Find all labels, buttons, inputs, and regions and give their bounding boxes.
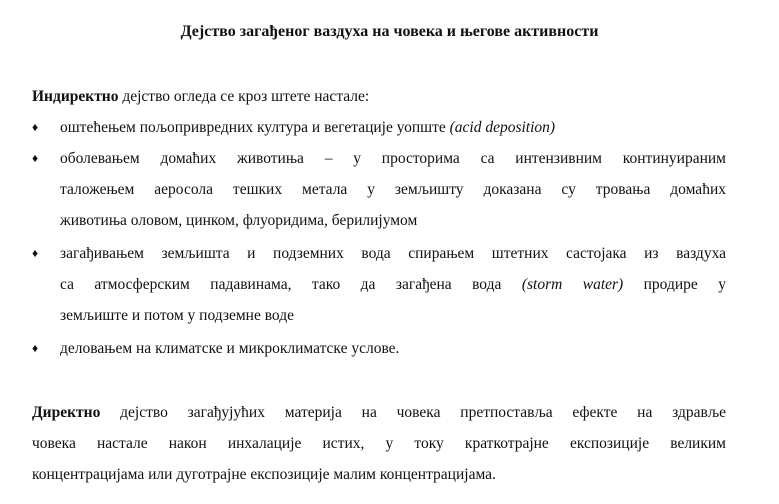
direct-paragraph bbox=[32, 397, 726, 490]
list-item-text bbox=[60, 112, 726, 143]
line-text: продире у bbox=[623, 276, 726, 293]
list-item-line: оболевањем домаћих животиња – у просторима са интензивним континуираним bbox=[60, 150, 726, 167]
bullet-diamond-icon: ♦ bbox=[32, 246, 39, 260]
list-item-text bbox=[60, 333, 726, 364]
intro-bold-term: Индиректно bbox=[32, 88, 119, 105]
line-text: са атмосферским падавинама, тако да загађена вода bbox=[60, 276, 522, 293]
list-item-line: загађивањем земљишта и подземних вода спирањем штетних састојака из ваздуха bbox=[60, 245, 726, 262]
paragraph-line: концентрацијама или дуготрајне експозиције малим концентрацијама. bbox=[32, 466, 496, 483]
list-item-line: деловањем на климатске и микроклиматске услове. bbox=[60, 340, 400, 357]
list-item-line: земљиште и потом у подземне воде bbox=[60, 307, 294, 324]
intro-text: дејство огледа се кроз штете настале: bbox=[118, 88, 370, 105]
list-item-line bbox=[60, 269, 726, 300]
direct-bold-term: Директно bbox=[32, 404, 101, 421]
intro-line bbox=[32, 85, 732, 109]
line-text: дејство загађујућих материја на човека претпоставља ефекте на здравље bbox=[100, 404, 726, 421]
list-item-line: животиња оловом, цинком, флуоридима, берилијумом bbox=[60, 212, 418, 229]
page-title: Дејство загађеног ваздуха на човека и његове активности bbox=[180, 23, 599, 40]
bullet-diamond-icon: ♦ bbox=[32, 120, 39, 134]
line-text: оштећењем пољопривредних култура и вегетације уопште bbox=[60, 119, 450, 136]
list-item-text bbox=[60, 238, 726, 331]
list-item-line bbox=[60, 112, 726, 143]
italic-term: (storm water) bbox=[521, 276, 624, 293]
italic-term: (acid deposition) bbox=[449, 119, 556, 136]
list-item-text bbox=[60, 143, 726, 236]
bullet-diamond-icon: ♦ bbox=[32, 151, 39, 165]
paragraph-line: човека настале након инхалације истих, у току краткотрајне експозиције великим bbox=[32, 435, 726, 452]
paragraph-line bbox=[32, 397, 726, 428]
list-item-line: таложењем аеросола тешких метала у земљишту доказана су тровања домаћих bbox=[60, 181, 726, 198]
bullet-diamond-icon: ♦ bbox=[32, 341, 39, 355]
